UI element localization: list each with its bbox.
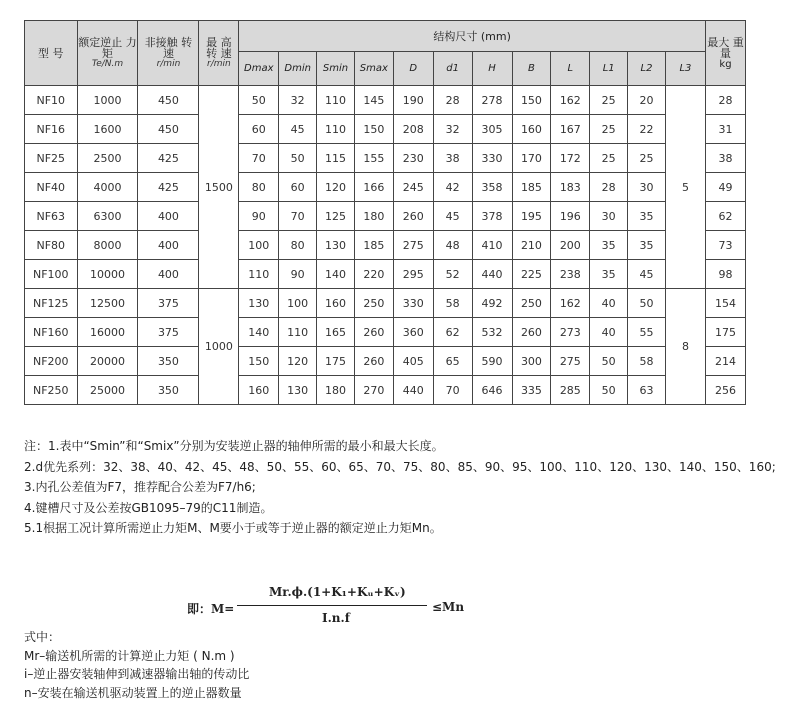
- cell-dimension: 260: [393, 202, 433, 231]
- cell-model: NF100: [25, 260, 78, 289]
- cell-dimension: 335: [512, 376, 551, 405]
- cell-dimension: 220: [354, 260, 393, 289]
- cell-dimension: 65: [433, 347, 472, 376]
- cell-dimension: 35: [590, 260, 628, 289]
- header-model: 型 号: [25, 21, 78, 86]
- cell-dimension: 230: [393, 144, 433, 173]
- cell-noncontact-speed: 400: [138, 260, 199, 289]
- cell-dimension: 90: [279, 260, 317, 289]
- cell-dimension: 28: [433, 86, 472, 115]
- cell-dimension: 295: [393, 260, 433, 289]
- cell-dimension: 160: [512, 115, 551, 144]
- cell-dimension: 150: [239, 347, 279, 376]
- cell-torque: 1000: [77, 86, 138, 115]
- cell-weight: 49: [705, 173, 745, 202]
- cell-dimension: 275: [551, 347, 590, 376]
- cell-dimension: 45: [628, 260, 666, 289]
- cell-dimension: 150: [354, 115, 393, 144]
- cell-dimension: 63: [628, 376, 666, 405]
- header-l1: L1: [590, 52, 628, 86]
- cell-dimension: 115: [317, 144, 355, 173]
- cell-weight: 175: [705, 318, 745, 347]
- cell-model: NF80: [25, 231, 78, 260]
- cell-dimension: 195: [512, 202, 551, 231]
- legend-title: 式中：: [24, 630, 61, 644]
- cell-dimension: 110: [279, 318, 317, 347]
- cell-dimension: 300: [512, 347, 551, 376]
- legend-i: i–逆止器安装轴伸到减速器输出轴的传动比: [24, 667, 250, 681]
- table-row: [25, 318, 746, 347]
- cell-torque: 4000: [77, 173, 138, 202]
- table-row: [25, 144, 746, 173]
- cell-dimension: 35: [590, 231, 628, 260]
- cell-dimension: 140: [317, 260, 355, 289]
- cell-dimension: 225: [512, 260, 551, 289]
- cell-dimension: 145: [354, 86, 393, 115]
- cell-dimension: 273: [551, 318, 590, 347]
- table-row: [25, 260, 746, 289]
- cell-dimension: 25: [628, 144, 666, 173]
- cell-dimension: 492: [472, 289, 512, 318]
- cell-noncontact-speed: 350: [138, 347, 199, 376]
- cell-dimension: 45: [433, 202, 472, 231]
- formula-legend: [24, 628, 249, 702]
- cell-model: NF160: [25, 318, 78, 347]
- cell-noncontact-speed: 400: [138, 202, 199, 231]
- cell-dimension: 162: [551, 86, 590, 115]
- cell-dimension: 25: [590, 86, 628, 115]
- cell-dimension: 50: [239, 86, 279, 115]
- cell-dimension: 45: [279, 115, 317, 144]
- formula-lhs: 即：M=: [187, 602, 235, 616]
- cell-dimension: 305: [472, 115, 512, 144]
- cell-dimension: 42: [433, 173, 472, 202]
- cell-dimension: 130: [239, 289, 279, 318]
- cell-noncontact-speed: 400: [138, 231, 199, 260]
- cell-torque: 16000: [77, 318, 138, 347]
- cell-torque: 25000: [77, 376, 138, 405]
- cell-dimension: 80: [239, 173, 279, 202]
- cell-torque: 8000: [77, 231, 138, 260]
- cell-dimension: 25: [590, 115, 628, 144]
- cell-dimension: 30: [590, 202, 628, 231]
- cell-dimension: 155: [354, 144, 393, 173]
- cell-noncontact-speed: 375: [138, 318, 199, 347]
- spec-table: [24, 20, 746, 405]
- cell-dimension: 35: [628, 231, 666, 260]
- cell-model: NF250: [25, 376, 78, 405]
- cell-dimension: 110: [317, 86, 355, 115]
- cell-dimension: 180: [354, 202, 393, 231]
- cell-dimension: 140: [239, 318, 279, 347]
- cell-max-speed: 1500: [199, 86, 239, 289]
- cell-dimension: 162: [551, 289, 590, 318]
- cell-weight: 154: [705, 289, 745, 318]
- cell-weight: 28: [705, 86, 745, 115]
- note-4: 4.键槽尺寸及公差按GB1095–79的C11制造。: [24, 500, 273, 515]
- cell-noncontact-speed: 350: [138, 376, 199, 405]
- cell-dimension: 130: [317, 231, 355, 260]
- torque-formula: [187, 585, 487, 629]
- cell-dimension: 183: [551, 173, 590, 202]
- formula-numerator: Mr.ϕ.(1+K₁+Kᵤ+Kᵥ): [269, 585, 406, 599]
- cell-dimension: 130: [279, 376, 317, 405]
- header-noncontact-speed: 非接触 转 速 r/min: [138, 21, 199, 86]
- header-dmax: Dmax: [239, 52, 279, 86]
- table-row: [25, 86, 746, 115]
- cell-dimension: 175: [317, 347, 355, 376]
- header-dmin: Dmin: [279, 52, 317, 86]
- cell-dimension: 32: [279, 86, 317, 115]
- cell-dimension: 165: [317, 318, 355, 347]
- header-max-speed: 最 高 转 速 r/min: [199, 21, 239, 86]
- table-row: [25, 115, 746, 144]
- header-d1: d1: [433, 52, 472, 86]
- legend-n: n–安装在输送机驱动装置上的逆止器数量: [24, 685, 242, 700]
- header-weight: 最大 重量 kg: [705, 21, 745, 86]
- cell-torque: 10000: [77, 260, 138, 289]
- cell-weight: 38: [705, 144, 745, 173]
- cell-dimension: 166: [354, 173, 393, 202]
- cell-dimension: 330: [393, 289, 433, 318]
- cell-dimension: 38: [433, 144, 472, 173]
- cell-dimension: 40: [590, 289, 628, 318]
- cell-torque: 1600: [77, 115, 138, 144]
- cell-dimension: 110: [317, 115, 355, 144]
- cell-torque: 6300: [77, 202, 138, 231]
- note-2: 2.d优先系列：32、38、40、42、45、48、50、55、60、65、70、75、80、85、90、95、100、110、120、130、140、150、160;: [24, 459, 776, 474]
- cell-dimension: 90: [239, 202, 279, 231]
- cell-torque: 2500: [77, 144, 138, 173]
- cell-dimension: 360: [393, 318, 433, 347]
- cell-dimension: 172: [551, 144, 590, 173]
- cell-dimension: 50: [628, 289, 666, 318]
- cell-dimension: 208: [393, 115, 433, 144]
- cell-dimension: 170: [512, 144, 551, 173]
- cell-dimension: 28: [590, 173, 628, 202]
- cell-dimension: 48: [433, 231, 472, 260]
- header-l2: L2: [628, 52, 666, 86]
- cell-dimension: 405: [393, 347, 433, 376]
- cell-dimension: 330: [472, 144, 512, 173]
- cell-dimension: 185: [354, 231, 393, 260]
- cell-model: NF10: [25, 86, 78, 115]
- cell-dimension: 30: [628, 173, 666, 202]
- cell-torque: 12500: [77, 289, 138, 318]
- cell-dimension: 120: [317, 173, 355, 202]
- cell-dimension: 440: [393, 376, 433, 405]
- table-row: [25, 289, 746, 318]
- cell-noncontact-speed: 450: [138, 115, 199, 144]
- cell-dimension: 62: [433, 318, 472, 347]
- header-h: H: [472, 52, 512, 86]
- cell-l3: 5: [665, 86, 705, 289]
- cell-dimension: 70: [239, 144, 279, 173]
- cell-dimension: 60: [239, 115, 279, 144]
- cell-dimension: 285: [551, 376, 590, 405]
- header-l3: L3: [665, 52, 705, 86]
- cell-dimension: 52: [433, 260, 472, 289]
- cell-noncontact-speed: 425: [138, 144, 199, 173]
- cell-dimension: 58: [628, 347, 666, 376]
- formula-denominator: I.n.f: [322, 611, 350, 625]
- cell-weight: 256: [705, 376, 745, 405]
- cell-dimension: 50: [279, 144, 317, 173]
- cell-dimension: 32: [433, 115, 472, 144]
- cell-dimension: 22: [628, 115, 666, 144]
- header-dimensions: 结构尺寸 (mm): [239, 21, 706, 52]
- cell-weight: 62: [705, 202, 745, 231]
- cell-dimension: 196: [551, 202, 590, 231]
- cell-dimension: 50: [590, 376, 628, 405]
- cell-dimension: 185: [512, 173, 551, 202]
- cell-dimension: 50: [590, 347, 628, 376]
- note-3: 3.内孔公差值为F7，推荐配合公差为F7/h6;: [24, 480, 256, 494]
- note-5: 5.1根据工况计算所需逆止力矩M、M要小于或等于逆止器的额定逆止力矩Mn。: [24, 521, 442, 535]
- cell-model: NF125: [25, 289, 78, 318]
- table-row: [25, 173, 746, 202]
- header-b: B: [512, 52, 551, 86]
- cell-dimension: 378: [472, 202, 512, 231]
- cell-dimension: 238: [551, 260, 590, 289]
- cell-dimension: 25: [590, 144, 628, 173]
- cell-dimension: 250: [512, 289, 551, 318]
- cell-weight: 98: [705, 260, 745, 289]
- cell-dimension: 70: [279, 202, 317, 231]
- header-l: L: [551, 52, 590, 86]
- header-smax: Smax: [354, 52, 393, 86]
- cell-model: NF63: [25, 202, 78, 231]
- cell-dimension: 278: [472, 86, 512, 115]
- notes: [24, 436, 794, 539]
- cell-dimension: 125: [317, 202, 355, 231]
- header-smin: Smin: [317, 52, 355, 86]
- cell-dimension: 410: [472, 231, 512, 260]
- cell-dimension: 270: [354, 376, 393, 405]
- cell-model: NF200: [25, 347, 78, 376]
- cell-noncontact-speed: 450: [138, 86, 199, 115]
- cell-l3: 8: [665, 289, 705, 405]
- header-d: D: [393, 52, 433, 86]
- table-row: [25, 202, 746, 231]
- cell-dimension: 150: [512, 86, 551, 115]
- cell-weight: 214: [705, 347, 745, 376]
- formula-fraction-bar: [237, 605, 427, 606]
- table-row: [25, 231, 746, 260]
- cell-dimension: 35: [628, 202, 666, 231]
- cell-dimension: 532: [472, 318, 512, 347]
- cell-dimension: 200: [551, 231, 590, 260]
- cell-noncontact-speed: 375: [138, 289, 199, 318]
- cell-dimension: 210: [512, 231, 551, 260]
- cell-dimension: 260: [354, 347, 393, 376]
- cell-dimension: 646: [472, 376, 512, 405]
- cell-dimension: 440: [472, 260, 512, 289]
- cell-dimension: 190: [393, 86, 433, 115]
- cell-dimension: 60: [279, 173, 317, 202]
- cell-dimension: 275: [393, 231, 433, 260]
- cell-noncontact-speed: 425: [138, 173, 199, 202]
- cell-dimension: 120: [279, 347, 317, 376]
- cell-dimension: 160: [317, 289, 355, 318]
- cell-dimension: 55: [628, 318, 666, 347]
- cell-dimension: 110: [239, 260, 279, 289]
- cell-model: NF25: [25, 144, 78, 173]
- cell-weight: 31: [705, 115, 745, 144]
- cell-dimension: 80: [279, 231, 317, 260]
- legend-mr: Mr–输送机所需的计算逆止力矩 ( N.m ): [24, 648, 235, 663]
- cell-model: NF40: [25, 173, 78, 202]
- table-row: [25, 347, 746, 376]
- cell-dimension: 20: [628, 86, 666, 115]
- cell-dimension: 358: [472, 173, 512, 202]
- cell-torque: 20000: [77, 347, 138, 376]
- cell-dimension: 260: [354, 318, 393, 347]
- cell-dimension: 160: [239, 376, 279, 405]
- cell-dimension: 100: [239, 231, 279, 260]
- formula-rhs: ≤Mn: [432, 600, 465, 614]
- cell-dimension: 167: [551, 115, 590, 144]
- cell-max-speed: 1000: [199, 289, 239, 405]
- cell-dimension: 40: [590, 318, 628, 347]
- header-torque: 额定逆止 力 矩 Te/N.m: [77, 21, 138, 86]
- cell-dimension: 250: [354, 289, 393, 318]
- cell-dimension: 590: [472, 347, 512, 376]
- cell-dimension: 70: [433, 376, 472, 405]
- table-row: [25, 376, 746, 405]
- cell-model: NF16: [25, 115, 78, 144]
- cell-dimension: 58: [433, 289, 472, 318]
- cell-dimension: 180: [317, 376, 355, 405]
- note-1: 注：1.表中“Smin”和“Smix”分别为安装逆止器的轴伸所需的最小和最大长度。: [24, 439, 444, 453]
- cell-weight: 73: [705, 231, 745, 260]
- cell-dimension: 260: [512, 318, 551, 347]
- spec-table-body: [25, 86, 746, 405]
- cell-dimension: 100: [279, 289, 317, 318]
- cell-dimension: 245: [393, 173, 433, 202]
